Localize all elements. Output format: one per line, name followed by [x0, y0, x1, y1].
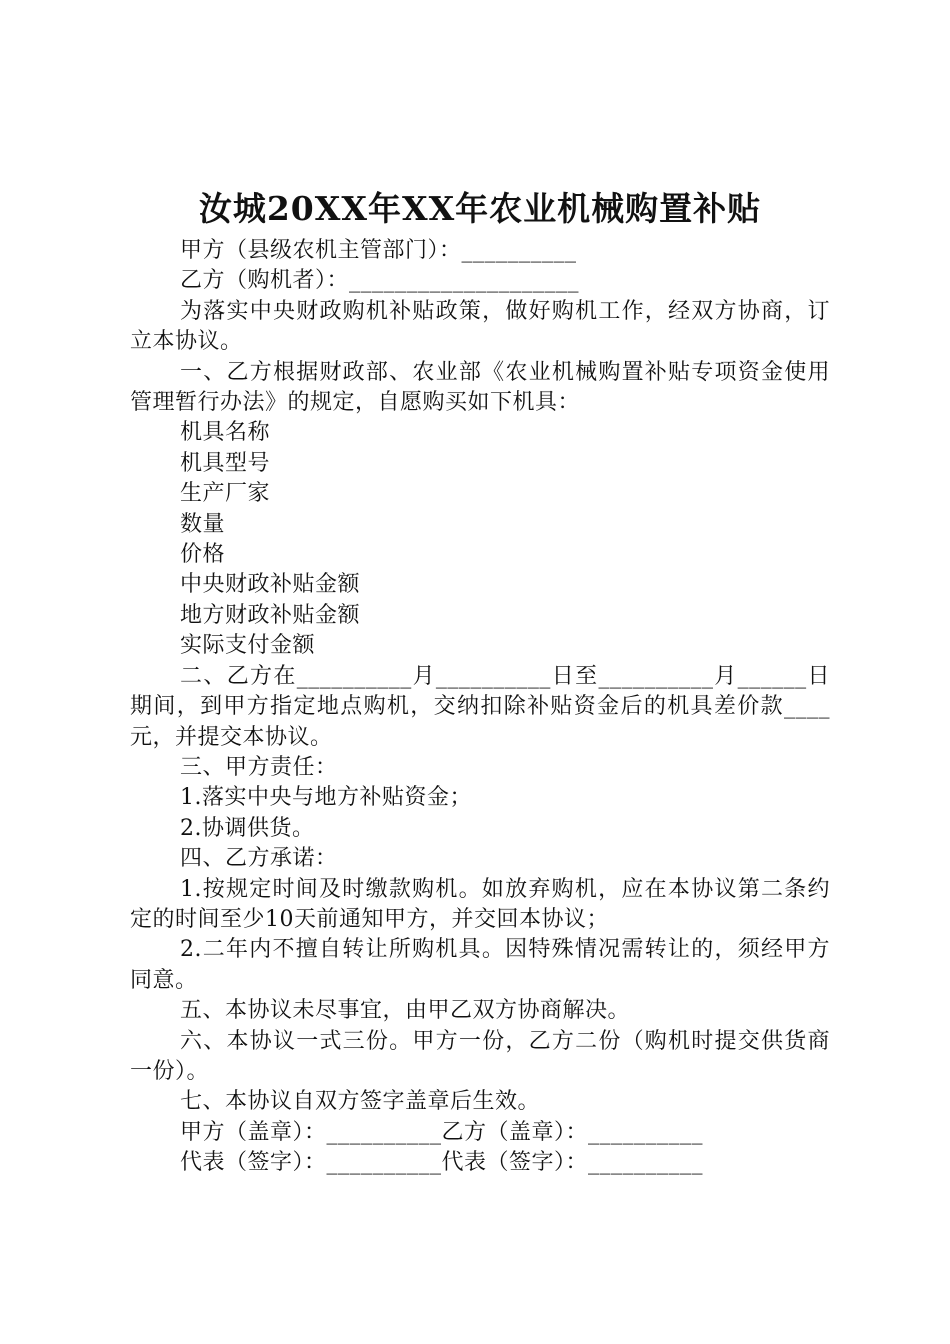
item-price: 价格	[180, 542, 226, 568]
clause-4-item-2: 2.二年内不擅自转让所购机具。因特殊情况需转让的，须经甲方同意。	[130, 937, 830, 993]
document-title: 汝城20XX年XX年农业机械购置补贴	[198, 189, 762, 228]
clause-1-paragraph: 一、乙方根据财政部、农业部《农业机械购置补贴专项资金使用管理暂行办法》的规定，自愿购买如下机具：	[130, 359, 830, 416]
item-machine-name: 机具名称	[180, 420, 271, 446]
clause-7-paragraph: 七、本协议自双方签字盖章后生效。	[180, 1089, 541, 1115]
item-actual-payment: 实际支付金额	[180, 633, 316, 659]
party-a-line: 甲方（县级农机主管部门）：__________	[180, 238, 577, 263]
clause-4-heading: 四、乙方承诺：	[180, 846, 338, 872]
clause-3-item-1: 1.落实中央与地方补贴资金；	[180, 785, 472, 811]
document-page	[130, 184, 830, 1179]
clause-6-paragraph: 六、本协议一式三份。甲方一份，乙方二份（购机时提交供货商一份）。	[130, 1028, 830, 1084]
party-b-line: 乙方（购机者）：____________________	[180, 268, 580, 294]
item-central-subsidy: 中央财政补贴金额	[180, 572, 361, 598]
preamble-paragraph: 为落实中央财政购机补贴政策，做好购机工作，经双方协商，订立本协议。	[130, 298, 830, 355]
clause-2-paragraph: 二、乙方在__________月__________日至__________月______日期间，到甲方指定地点购机，交纳扣除补贴资金后的机具差价款____元，并提交本协议。	[130, 663, 830, 750]
item-quantity: 数量	[180, 511, 226, 537]
seal-line: 甲方（盖章）：__________乙方（盖章）：__________	[180, 1119, 704, 1145]
clause-3-heading: 三、甲方责任：	[180, 754, 338, 780]
signature-line: 代表（签字）：__________代表（签字）：__________	[180, 1150, 704, 1176]
item-machine-model: 机具型号	[180, 450, 271, 476]
clause-3-item-2: 2.协调供货。	[180, 815, 315, 841]
clause-4-item-1: 1.按规定时间及时缴款购机。如放弃购机，应在本协议第二条约定的时间至少10天前通知甲方，并交回本协议；	[130, 876, 830, 932]
clause-5-paragraph: 五、本协议未尽事宜，由甲乙双方协商解决。	[180, 998, 631, 1024]
item-manufacturer: 生产厂家	[180, 481, 271, 507]
item-local-subsidy: 地方财政补贴金额	[180, 602, 361, 628]
